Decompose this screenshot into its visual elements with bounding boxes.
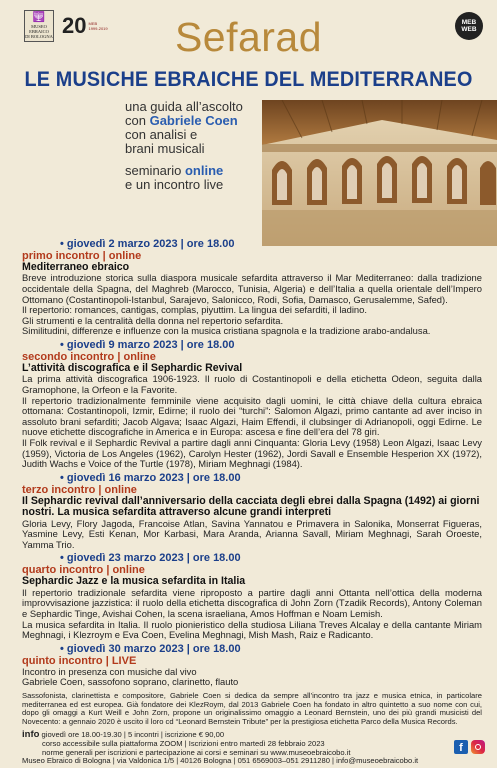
lecture-body: La musica sefardita in Italia. Il ruolo pionieristico della studiosa Liliana Treves Alcalay e della cantante Miriam Meghnagi, i Klezroym e Eva Coen, Evelina Meghnagi, Mish Mash, Raiz e Radicanto. xyxy=(22,618,482,641)
lecture-date: giovedì 9 marzo 2023 | ore 18.00 xyxy=(66,338,235,351)
lectures-list xyxy=(22,238,482,766)
lecture-item: • giovedì 23 marzo 2023 | ore 18.00 quarto incontro | online Sephardic Jazz e la musica sefardita in Italia Il repertorio tradizionale sefardita viene riproposto a partire dagli anni Ottanta nell’ottica della moderna improvvisazione jazzistica: il ruolo della etichetta discografica di John Zorn (Tzadik Records), Antony Coleman e Sephardic Tinge, Avishai Cohen, la scena israeliana, Amos Hoffman e Noam Lemish. La musica sefardita in Italia. Il ruolo pionieristico della studiosa Liliana Treves Alcalay e della cantante Miriam Meghnagi, i Klezroym e Eva Coen, Evelina Meghnagi, Mish Mash, Raiz e Radicanto. xyxy=(22,552,482,641)
lecture-date: giovedì 2 marzo 2023 | ore 18.00 xyxy=(66,238,235,250)
lecture-body: Breve introduzione storica sulla diaspora musicale sefardita attraverso il Mar Mediterraneo: dalla tradizione occidentale della Spagna, del Maghreb (Marocco, Tunisia, Algeria) e dell’Italia a quella orientale dell’Impero Ottomano (Costantinopoli-Istanbul, Sarajevo, Salonicco, Rodi, Sofia, Damasco, Gerusalemme, Safed). xyxy=(22,272,482,305)
lecture-body: Incontro in presenza con musiche dal vivo xyxy=(22,665,197,677)
lecture-date: giovedì 23 marzo 2023 | ore 18.00 xyxy=(66,552,241,565)
lecture-body: Il repertorio: romances, cantigas, complas, piyuttim. La lingua dei sefarditi, il ladino. xyxy=(22,304,367,316)
lecture-title: Mediterraneo ebraico xyxy=(22,261,130,273)
lecture-title: L’attività discografica e il Sephardic Revival xyxy=(22,361,243,374)
museum-logo-line: DI BOLOGNA xyxy=(25,34,53,39)
museum-contacts[interactable]: Museo Ebraico di Bologna | via Valdonica 1/5 | 40126 Bologna | 051 6569003–051 2911280 | info@museoebraicobo.it xyxy=(22,756,419,766)
meb-web-badge: MEB WEB xyxy=(455,12,483,40)
info-registration: corso accessibile sulla piattaforma ZOOM | Iscrizioni entro martedì 28 febbraio 2023 xyxy=(42,738,325,748)
museum-logo-line: MUSEO xyxy=(31,24,47,29)
lecture-body: Il Folk revival e il Sephardic Revival a partire dagli anni Cinquanta: Gloria Levy (1958) Leon Algazi, Isaac Levy (1959), Victoria de Los Angeles (1962), Carolyn Hester (1962), Jordi Savall e Ensemble Hesperion XX (1972), Judith Wachs e Voice of the Turtle (1978), Miriam Meghnagi (1984). xyxy=(22,436,482,470)
lecture-item: • giovedì 16 marzo 2023 | ore 18.00 terzo incontro | online Il Sephardic revival dall’anniversario della cacciata degli ebrei dalla Spagna (1492) ai giorni nostri. La musica sefardita attraverso alcune grandi interpreti Gloria Levy, Flory Jagoda, Francoise Atlan, Savina Yannatou e Primavera in Salonika, Monserrat Figueras, Yasmine Levy, Esti Kenan, Mor Karbasi, Mara Aranda, Arianna Savall, Miriam Meghnagi, Sarah Oroeste, Yamma Trio. xyxy=(22,471,482,550)
lecture-title: Il Sephardic revival dall’anniversario della cacciata degli ebrei dalla Spagna (1492) ai giorni nostri. La musica sefardita attraverso alcune grandi interpreti xyxy=(22,494,480,519)
museum-logo-line: EBRAICO xyxy=(29,29,49,34)
teacher-name: Gabriele Coen xyxy=(149,113,238,128)
lecture-title: Sephardic Jazz e la musica sefardita in Italia xyxy=(22,575,246,588)
anniversary-number: 20 xyxy=(62,13,87,38)
lecture-session: primo incontro | online xyxy=(22,250,142,262)
lecture-date: giovedì 30 marzo 2023 | ore 18.00 xyxy=(66,642,241,655)
lecture-item: • giovedì 9 marzo 2023 | ore 18.00 secondo incontro | online L’attività discografica e il Sephardic Revival La prima attività discografica 1906-1923. Il ruolo di Costantinopoli e della etichetta Odeon, seguita dalla Gramophone, la Orfeon e la Favorite. Il repertorio tradizionalmente femminile viene acquisito dagli uomini, le città chiave della cultura ebraica ottomana: Costantinopoli, Izmir, Edirne; il ruolo dei “turchi”: Salomon Algazi, primo cantante ad aver inciso in assoluto brani sefarditi; Jacob Algava; Isaac Algazi, Haim Effendi, il clubsinger di Adrianopoli, oggi Edirne. Le nuove etichette discografiche in America e in Europa: ascesa e fine dell’era del 78 giri. Il Folk revival e il Sephardic Revival a partire dagli anni Cinquanta: Gloria Levy (1958) Leon Algazi, Isaac Levy (1959), Victoria de Los Angeles (1962), Carolyn Hester (1962), Jordi Savall e Ensemble Hesperion XX (1972), Judith Wachs e Voice of the Turtle (1978), Miriam Meghnagi (1984). xyxy=(22,338,482,470)
menorah-icon: 🕎 xyxy=(32,12,46,23)
social-icons xyxy=(454,740,485,754)
info-rules-link[interactable]: norme generali per iscrizioni e partecipazione ai corsi e seminari su www.museoebraicobo.it xyxy=(42,747,351,757)
instagram-icon[interactable] xyxy=(471,740,485,754)
lecture-session: secondo incontro | online xyxy=(22,350,156,363)
lecture-session: quinto incontro | LIVE xyxy=(22,654,137,667)
lecture-date: giovedì 16 marzo 2023 | ore 18.00 xyxy=(66,471,241,484)
artist-bio: Sassofonista, clarinettista e compositore, Gabriele Coen si dedica da sempre all’incontro tra jazz e musica etnica, in particolare mediterranea ed est europea. Già fondatore dei KlezRoym, dal 2013 Gabriele Coen ha fondato in altro quintetto a suo nome con cui, dopo gli omaggi a Kurt Weill e John Zorn, propone un originalissimo omaggio a Leonard Bernstein, uno dei più grandi musicisti del Novecento: a gennaio 2020 è uscito il loro cd “Leonard Bernstein Tribute” per la prestigiosa etichetta Parco della Musica Records. xyxy=(22,690,482,727)
online-label: online xyxy=(184,163,224,178)
lecture-body: Gli strumenti e la centralità della donna nel repertorio sefardita. xyxy=(22,314,284,326)
synagogue-interior-photo xyxy=(262,100,497,246)
lecture-session: quarto incontro | online xyxy=(22,564,145,577)
info-schedule: giovedì ore 18.00-19.30 | 5 incontri | iscrizione € 90,00 xyxy=(39,730,225,740)
lecture-item: • giovedì 30 marzo 2023 | ore 18.00 quinto incontro | LIVE Incontro in presenza con musiche dal vivo Gabriele Coen, sassofono soprano, clarinetto, flauto xyxy=(22,643,482,688)
anniversary-years: 1999-2019 xyxy=(88,26,108,31)
lecture-body: Il repertorio tradizionalmente femminile viene acquisito dagli uomini, le città chiave della cultura ebraica ottomana: Costantinopoli, Izmir, Edirne; il ruolo dei “turchi”: Salomon Algazi, primo cantante ad aver inciso in assoluto brani sefarditi; Jacob Algava; Isaac Algazi, Haim Effendi, il clubsinger di Adrianopoli, oggi Edirne. Le nuove etichette discografiche in America e in Europa: ascesa e fine dell’era del 78 giri. xyxy=(22,394,482,438)
lecture-body: Similitudini, differenze e influenze con la musica cristiana spagnola e la tradizione arabo-andalusa. xyxy=(22,325,431,337)
lecture-body: Gloria Levy, Flory Jagoda, Francoise Atlan, Savina Yannatou e Primavera in Salonika, Monserrat Figueras, Yasmine Levy, Esti Kenan, Mor Karbasi, Mara Aranda, Arianna Savall, Miriam Meghnagi, Sarah Oroeste, Yamma Trio. xyxy=(22,517,482,550)
lecture-body: La prima attività discografica 1906-1923. Il ruolo di Costantinopoli e della etichetta Odeon, seguita dalla Gramophone, la Orfeon e la Favorite. xyxy=(22,373,482,395)
lecture-item: • giovedì 2 marzo 2023 | ore 18.00 primo incontro | online Mediterraneo ebraico Breve introduzione storica sulla diaspora musicale sefardita attraverso il Mar Mediterraneo: dalla tradizione occidentale della Spagna, del Maghreb (Marocco, Tunisia, Algeria) e dell’Italia a quella orientale dell’Impero Ottomano (Costantinopoli-Istanbul, Sarajevo, Salonicco, Rodi, Sofia, Damasco, Gerusalemme, Safed). Il repertorio: romances, cantigas, complas, piyuttim. La lingua dei sefarditi, il ladino. Gli strumenti e la centralità della donna nel repertorio sefardita. Similitudini, differenze e influenze con la musica cristiana spagnola e la tradizione arabo-andalusa. xyxy=(22,238,482,337)
lecture-session: terzo incontro | online xyxy=(22,483,137,496)
info-label: info xyxy=(22,729,40,741)
lecture-body: Il repertorio tradizionale sefardita viene riproposto a partire dagli anni Ottanta nell’ottica della moderna improvvisazione jazzistica: il ruolo della etichetta discografica di John Zorn (Tzadik Records), Antony Coleman e Sephardic Tinge, Avishai Cohen, la scena israeliana, Amos Hoffman e Noam Lemish. xyxy=(22,586,482,619)
lecture-body: Gabriele Coen, sassofono soprano, clarinetto, flauto xyxy=(22,676,239,688)
intro-text: una guida all’ascolto con Gabriele Coen con analisi e brani musicali seminario online e un incontro live xyxy=(125,99,243,192)
facebook-icon[interactable]: f xyxy=(454,740,468,754)
page-subtitle: LE MUSICHE EBRAICHE DEL MEDITERRANEO xyxy=(24,67,473,91)
anniversary-sub: MEB xyxy=(88,21,98,26)
page-title: Sefarad xyxy=(174,14,323,60)
footer-info xyxy=(22,731,482,766)
